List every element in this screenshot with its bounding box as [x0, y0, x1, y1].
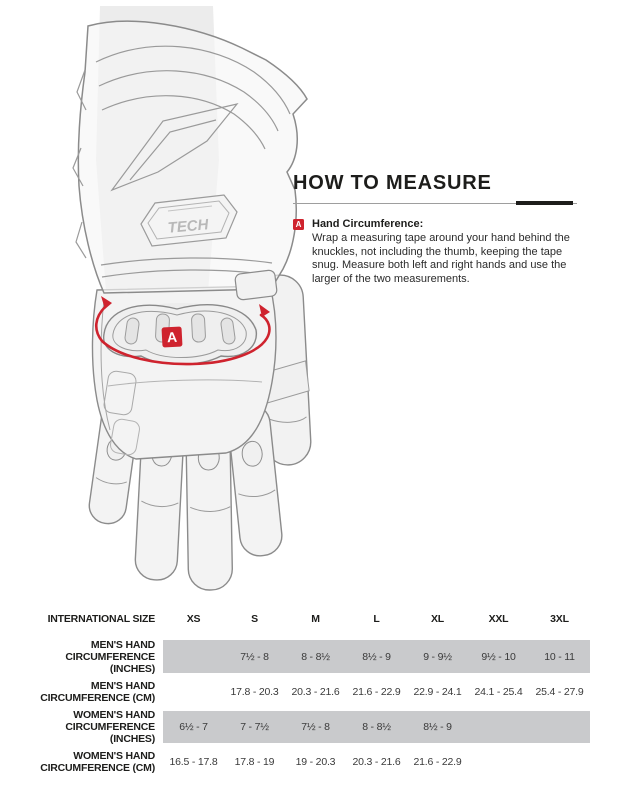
size-col-xl: XL	[430, 613, 445, 625]
marker-a-badge-icon: A	[293, 219, 304, 230]
tech-patch-text: TECH	[166, 216, 210, 237]
size-col-3xl: 3XL	[550, 613, 569, 625]
measure-step-a	[293, 218, 577, 286]
tech-patch	[141, 195, 237, 246]
table-row-womens-cm	[30, 743, 590, 781]
measure-marker-a	[161, 326, 182, 347]
size-col-l: L	[373, 613, 380, 625]
size-col-xs: XS	[186, 613, 201, 625]
row-values: 7½ - 8 8 - 8½ 8½ - 9 9 - 9½ 9½ - 10 10 - 11	[163, 640, 590, 673]
measure-step-body: Wrap a measuring tape around your hand behind the knuckles, not including the thumb, keeping the tape snug. Measure both left and right hands and use the larger of the two measurements.	[312, 232, 570, 285]
size-col-m: M	[311, 613, 320, 625]
row-label: MEN'S HAND CIRCUMFERENCE (INCHES)	[65, 638, 155, 675]
measure-step-title: Hand Circumference:	[312, 218, 424, 230]
table-row-mens-cm	[30, 673, 590, 711]
measure-marker-a-label: A	[166, 328, 178, 346]
how-to-measure-panel	[293, 172, 577, 286]
page-title: HOW TO MEASURE	[293, 172, 492, 194]
title-underline-accent	[516, 201, 573, 205]
size-col-s: S	[251, 613, 258, 625]
title-underline	[293, 201, 577, 205]
glove-illustration-area	[0, 0, 330, 610]
row-values: 6½ - 7 7 - 7½ 7½ - 8 8 - 8½ 8½ - 9	[163, 711, 590, 743]
measure-step-text	[312, 218, 577, 286]
row-label: WOMEN'S HAND CIRCUMFERENCE (INCHES)	[65, 709, 155, 745]
glove-illustration	[0, 0, 330, 610]
row-values: 17.8 - 20.3 20.3 - 21.6 21.6 - 22.9 22.9 - 24.1 24.1 - 25.4 25.4 - 27.9	[230, 686, 584, 698]
row-label: WOMEN'S HAND CIRCUMFERENCE (CM)	[40, 750, 155, 774]
row-label: MEN'S HAND CIRCUMFERENCE (CM)	[40, 680, 155, 704]
size-table	[30, 607, 590, 781]
size-col-xxl: XXL	[488, 613, 509, 625]
table-row-mens-inches	[30, 640, 590, 673]
table-row-womens-inches	[30, 711, 590, 743]
size-table-header-values	[163, 607, 590, 631]
glove-cuff	[73, 21, 307, 300]
row-values: 16.5 - 17.8 17.8 - 19 19 - 20.3 20.3 - 21.6 21.6 - 22.9	[169, 756, 462, 768]
size-table-header-label: INTERNATIONAL SIZE	[47, 613, 155, 625]
size-table-header-row	[30, 607, 590, 631]
